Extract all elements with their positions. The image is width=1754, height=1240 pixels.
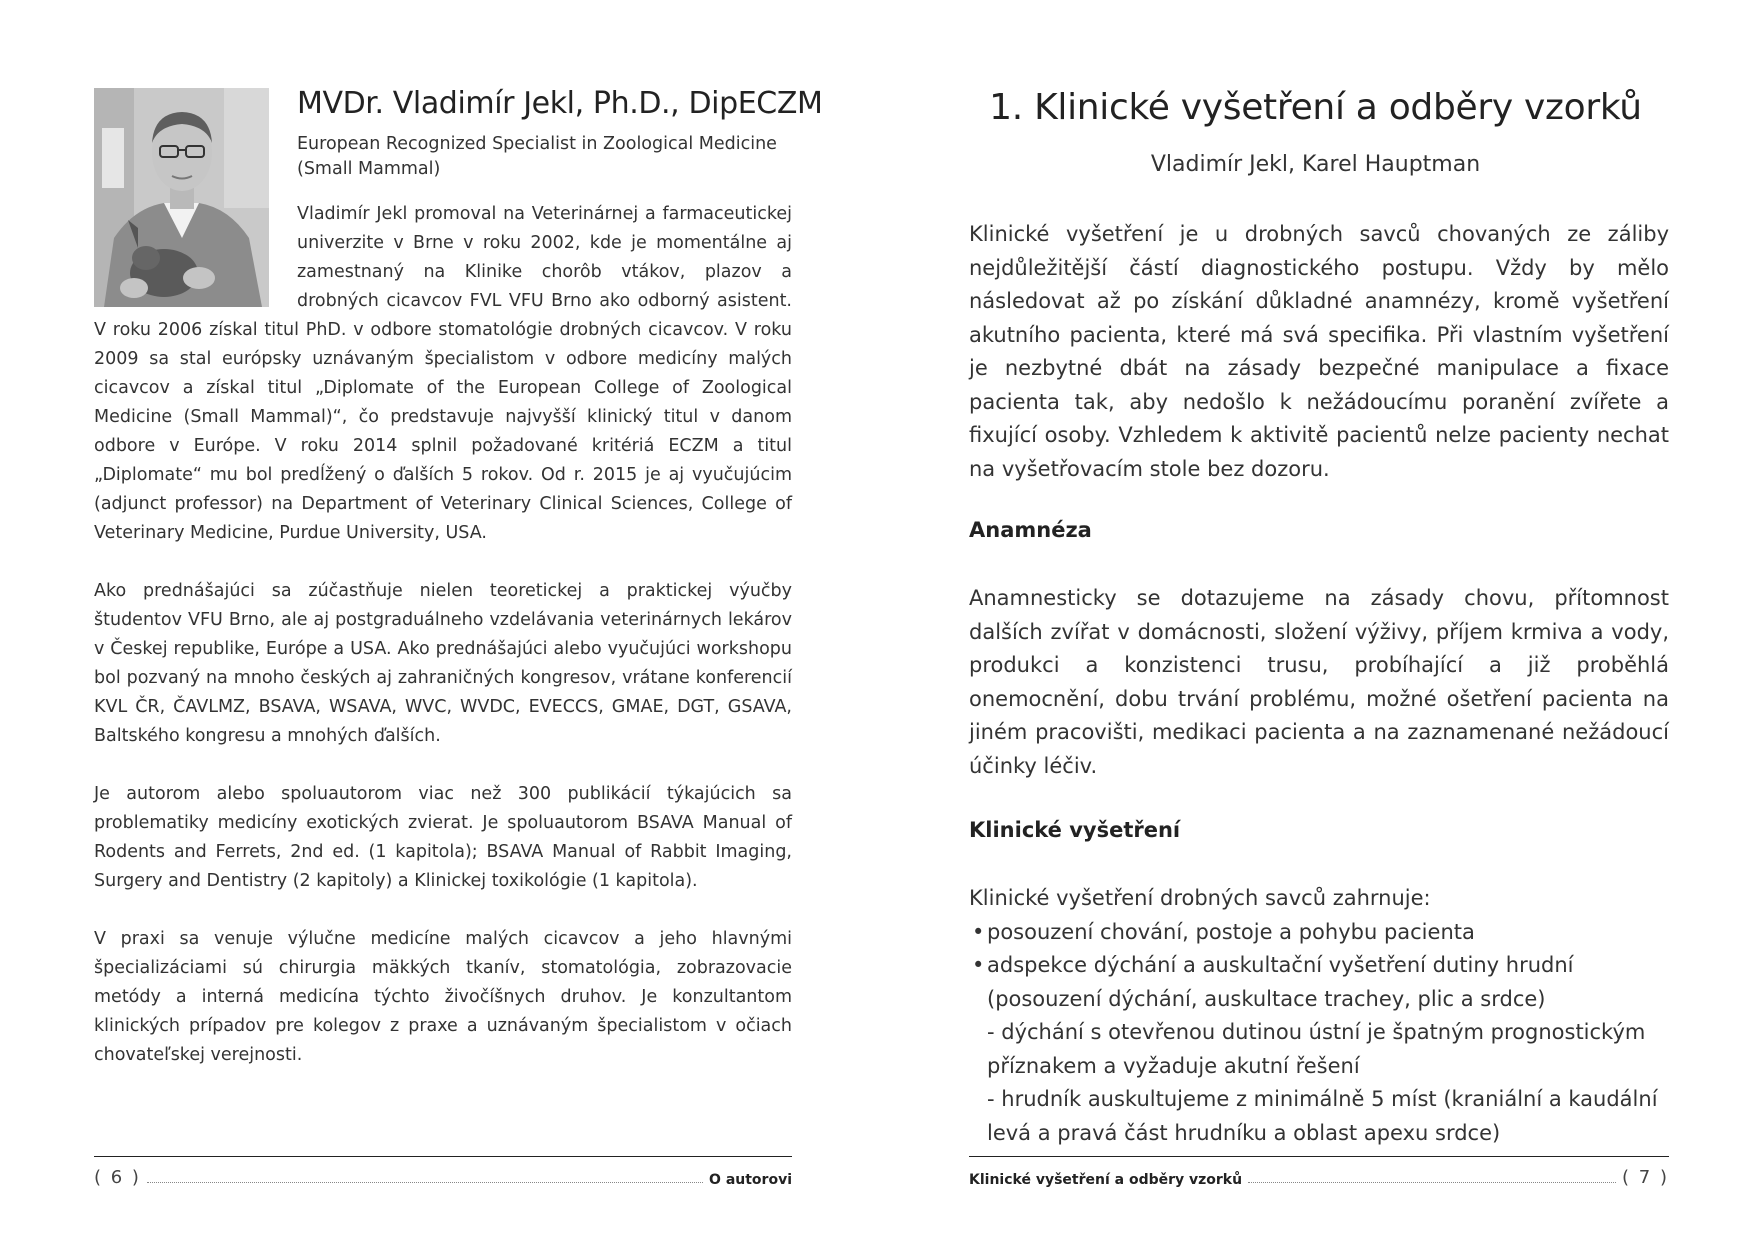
anamneza-paragraph: Anamnesticky se dotazujeme na zásady chovu, přítomnost dalších zvířat v domácnosti, složení výživy, příjem krmiva a vody, produkci a konzistenci trusu, probíhající a již proběhlá onemocnění, dobu trvání problému, možné ošetření pacienta na jiném pracovišti, medikaci pacienta a na zaznamenané nežádoucí účinky léčiv. bbox=[969, 586, 1669, 778]
footer-dot-leader bbox=[147, 1181, 703, 1183]
list-item-text: posouzení chování, postoje a pohybu pacienta bbox=[987, 919, 1475, 944]
author-name: MVDr. Vladimír Jekl, Ph.D., DipECZM bbox=[297, 86, 823, 121]
list-item bbox=[969, 916, 1669, 950]
bio-paragraph: V praxi sa venuje výlučne medicíne malých cicavcov a jeho hlavnými špecializáciami sú chirurgia mäkkých tkanív, stomatológia, zobrazovacie metódy a interná medicína týchto živočíšnych druhov. Je konzultantom klinických prípadov pre kolegov z praxe a uznávaným špecialistom v očiach chovateľskej verejnosti. bbox=[94, 929, 792, 1065]
list-item bbox=[969, 949, 1669, 1016]
bullet-icon: • bbox=[972, 953, 985, 977]
list-item-text: adspekce dýchání a auskultační vyšetření dutiny hrudní (posouzení dýchání, auskultace trachey, plic a srdce) bbox=[987, 953, 1574, 1011]
right-page bbox=[877, 0, 1754, 1240]
page-number: ( 7 ) bbox=[1622, 1167, 1669, 1188]
bio-paragraph: Ako prednášajúci sa zúčastňuje nielen teoretickej a praktickej výučby študentov VFU Brno, ale aj postgraduálneho vzdelávania veterinárnych lekárov v Českej republike, Európe a USA. Ako prednášajúci alebo vyučujúci workshopu bol pozvaný na mnoho českých aj zahraničných kongresov, vrátane konferencií KVL ČR, ČAVLMZ, BSAVA, WSAVA, WVC, WVDC, EVECCS, GMAE, DGT, GSAVA, Baltského kongresu a mnohých ďalších. bbox=[94, 581, 792, 746]
author-specialization bbox=[297, 132, 777, 182]
page-number: ( 6 ) bbox=[94, 1167, 141, 1188]
list-subitem: - dýchání s otevřenou dutinou ústní je špatným prognostickým příznakem a vyžaduje akutní řešení bbox=[987, 1020, 1646, 1078]
list-lead: Klinické vyšetření drobných savců zahrnuje: bbox=[969, 886, 1431, 910]
author-specialization-line: (Small Mammal) bbox=[297, 159, 441, 179]
page-footer bbox=[969, 1164, 1669, 1188]
chapter-title: 1. Klinické vyšetření a odběry vzorků bbox=[989, 87, 1642, 128]
footer-rule bbox=[969, 1156, 1669, 1157]
footer-dot-leader bbox=[1248, 1181, 1616, 1183]
bio-paragraph: Je autorom alebo spoluautorom viac než 300 publikácií týkajúcich sa problematiky medicíny exotických zvierat. Je spoluautorom BSAVA Manual of Rodents and Ferrets, 2nd ed. (1 kapitola); BSAVA Manual of Rabbit Imaging, Surgery and Dentistry (2 kapitoly) a Klinickej toxikológie (1 kapitola). bbox=[94, 784, 792, 891]
footer-section-title: O autorovi bbox=[709, 1172, 792, 1188]
chapter-authors: Vladimír Jekl, Karel Hauptman bbox=[1150, 152, 1481, 177]
author-specialization-line: European Recognized Specialist in Zoological Medicine bbox=[297, 134, 777, 154]
bullet-icon: • bbox=[972, 919, 985, 944]
section-heading-klinicke-vysetreni: Klinické vyšetření bbox=[969, 818, 1181, 842]
footer-section-title: Klinické vyšetření a odběry vzorků bbox=[969, 1172, 1243, 1188]
footer-rule bbox=[94, 1156, 792, 1157]
list-subitem: - hrudník auskultujeme z minimálně 5 míst (kraniální a kaudální levá a pravá část hrudníku a oblast apexu srdce) bbox=[987, 1087, 1658, 1145]
bio-paragraph: Vladimír Jekl promoval na Veterinárnej a farmaceutickej univerzite v Brne v roku 2002, kde je momentálne aj zamestnaný na Klinike chorôb vtákov, plazov a drobných cicavcov FVL VFU Brno ako odborný asistent. V roku 2006 získal titul PhD. v odbore stomatológie drobných cicavcov. V roku 2009 sa stal európsky uznávaným špecialistom v odbore medicíny malých cicavcov a získal titul „Diplomate of the European College of Zoological Medicine (Small Mammal)“, čo predstavuje najvyšší klinický titul v danom odbore v Európe. V roku 2014 splnil požadované kritériá ECZM a titul „Diplomate“ mu bol predĺžený o ďalších 5 rokov. Od r. 2015 je aj vyučujúcim (adjunct professor) na Department of Veterinary Clinical Sciences, College of Veterinary Medicine, Purdue University, USA. bbox=[94, 204, 792, 543]
author-biography bbox=[94, 200, 792, 1099]
chapter-intro-paragraph: Klinické vyšetření je u drobných savců chovaných ze záliby nejdůležitější částí diagnostického postupu. Vždy by mělo následovat až po získání důkladné anamnézy, kromě vyšetření akutního pacienta, které má svá specifika. Při vlastním vyšetření je nezbytné dbát na zásady bezpečné manipulace a fixace pacienta tak, aby nedošlo k nežádoucímu poranění zvířete a fixující osoby. Vzhledem k aktivitě pacientů nelze pacienty nechat na vyšetřovacím stole bez dozoru. bbox=[969, 222, 1669, 481]
page-footer bbox=[94, 1164, 792, 1188]
section-heading-anamneza: Anamnéza bbox=[969, 518, 1092, 542]
klinicke-vysetreni-list bbox=[969, 882, 1669, 1150]
